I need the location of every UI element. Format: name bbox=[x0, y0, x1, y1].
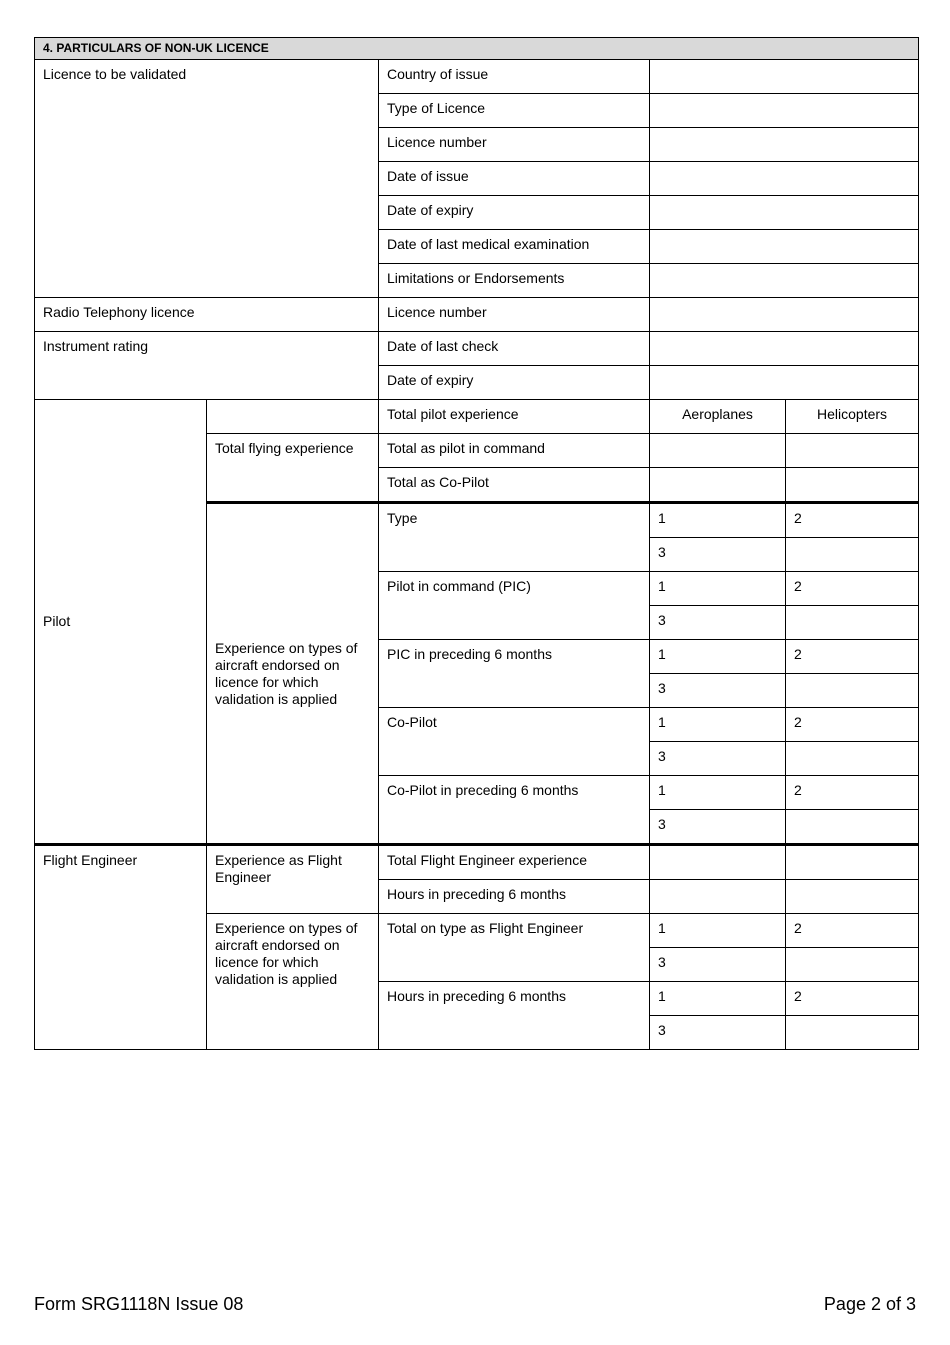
slot-input[interactable]: 3 bbox=[650, 606, 786, 640]
slot-input[interactable]: 3 bbox=[650, 810, 786, 845]
field-label: Date of last check bbox=[379, 332, 650, 366]
field-label: PIC in preceding 6 months bbox=[379, 640, 650, 708]
empty-cell bbox=[786, 810, 919, 845]
field-label: Limitations or Endorsements bbox=[379, 264, 650, 298]
limitations-input[interactable] bbox=[650, 264, 919, 298]
fe-hours-helicopters-input[interactable] bbox=[786, 880, 919, 914]
field-label: Date of last medical examination bbox=[379, 230, 650, 264]
country-of-issue-input[interactable] bbox=[650, 60, 919, 94]
slot-input[interactable]: 1 bbox=[650, 640, 786, 674]
empty-cell bbox=[786, 674, 919, 708]
field-label: Country of issue bbox=[379, 60, 650, 94]
field-label: Total on type as Flight Engineer bbox=[379, 914, 650, 982]
slot-input[interactable]: 3 bbox=[650, 1016, 786, 1050]
field-label: Total pilot experience bbox=[379, 400, 650, 434]
licence-particulars-table bbox=[34, 37, 919, 1050]
slot-input[interactable]: 2 bbox=[786, 640, 919, 674]
engineer-types-label: Experience on types of aircraft endorsed on licence for which validation is applied bbox=[207, 914, 379, 1050]
field-label: Total Flight Engineer experience bbox=[379, 845, 650, 880]
slot-input[interactable]: 1 bbox=[650, 572, 786, 606]
copilot-helicopters-input[interactable] bbox=[786, 468, 919, 503]
date-of-issue-input[interactable] bbox=[650, 162, 919, 196]
field-label: Type of Licence bbox=[379, 94, 650, 128]
total-flying-label: Total flying experience bbox=[207, 434, 379, 503]
field-label: Type bbox=[379, 503, 650, 572]
slot-input[interactable]: 3 bbox=[650, 538, 786, 572]
page-number: Page 2 of 3 bbox=[823, 1294, 916, 1314]
pic-helicopters-input[interactable] bbox=[786, 434, 919, 468]
empty-cell bbox=[786, 742, 919, 776]
field-label: Pilot in command (PIC) bbox=[379, 572, 650, 640]
pilot-label: Pilot bbox=[35, 400, 207, 845]
slot-input[interactable]: 1 bbox=[650, 982, 786, 1016]
field-label: Total as pilot in command bbox=[379, 434, 650, 468]
field-label: Date of expiry bbox=[379, 196, 650, 230]
field-label: Date of issue bbox=[379, 162, 650, 196]
section-title: 4. PARTICULARS OF NON-UK LICENCE bbox=[35, 38, 919, 60]
slot-input[interactable]: 1 bbox=[650, 914, 786, 948]
empty-cell bbox=[786, 606, 919, 640]
field-label: Total as Co-Pilot bbox=[379, 468, 650, 503]
field-label: Licence number bbox=[379, 298, 650, 332]
empty-cell bbox=[786, 948, 919, 982]
slot-input[interactable]: 1 bbox=[650, 708, 786, 742]
col-header-helicopters: Helicopters bbox=[786, 400, 919, 434]
empty-cell bbox=[786, 1016, 919, 1050]
empty-cell bbox=[786, 538, 919, 572]
rt-licence-number-input[interactable] bbox=[650, 298, 919, 332]
field-label: Hours in preceding 6 months bbox=[379, 982, 650, 1050]
fe-total-aeroplanes-input[interactable] bbox=[650, 845, 786, 880]
field-label: Hours in preceding 6 months bbox=[379, 880, 650, 914]
copilot-aeroplanes-input[interactable] bbox=[650, 468, 786, 503]
col-header-aeroplanes: Aeroplanes bbox=[650, 400, 786, 434]
last-medical-exam-input[interactable] bbox=[650, 230, 919, 264]
type-of-licence-input[interactable] bbox=[650, 94, 919, 128]
pilot-types-label: Experience on types of aircraft endorsed on licence for which validation is applied bbox=[207, 503, 379, 845]
ir-date-of-expiry-input[interactable] bbox=[650, 366, 919, 400]
licence-number-input[interactable] bbox=[650, 128, 919, 162]
slot-input[interactable]: 1 bbox=[650, 776, 786, 810]
field-label: Licence number bbox=[379, 128, 650, 162]
slot-input[interactable]: 2 bbox=[786, 572, 919, 606]
licence-label: Licence to be validated bbox=[35, 60, 379, 298]
slot-input[interactable]: 2 bbox=[786, 503, 919, 538]
field-label: Date of expiry bbox=[379, 366, 650, 400]
blank-cell bbox=[207, 400, 379, 434]
engineer-experience-label: Experience as Flight Engineer bbox=[207, 845, 379, 914]
slot-input[interactable]: 2 bbox=[786, 776, 919, 810]
slot-input[interactable]: 2 bbox=[786, 914, 919, 948]
form-id: Form SRG1118N Issue 08 bbox=[34, 1294, 244, 1314]
pic-aeroplanes-input[interactable] bbox=[650, 434, 786, 468]
slot-input[interactable]: 2 bbox=[786, 708, 919, 742]
flight-engineer-label: Flight Engineer bbox=[35, 845, 207, 1050]
radio-telephony-label: Radio Telephony licence bbox=[35, 298, 379, 332]
slot-input[interactable]: 1 bbox=[650, 503, 786, 538]
slot-input[interactable]: 3 bbox=[650, 742, 786, 776]
fe-total-helicopters-input[interactable] bbox=[786, 845, 919, 880]
fe-hours-aeroplanes-input[interactable] bbox=[650, 880, 786, 914]
date-of-expiry-input[interactable] bbox=[650, 196, 919, 230]
instrument-rating-label: Instrument rating bbox=[35, 332, 379, 400]
slot-input[interactable]: 3 bbox=[650, 948, 786, 982]
slot-input[interactable]: 2 bbox=[786, 982, 919, 1016]
slot-input[interactable]: 3 bbox=[650, 674, 786, 708]
ir-last-check-input[interactable] bbox=[650, 332, 919, 366]
field-label: Co-Pilot bbox=[379, 708, 650, 776]
field-label: Co-Pilot in preceding 6 months bbox=[379, 776, 650, 845]
